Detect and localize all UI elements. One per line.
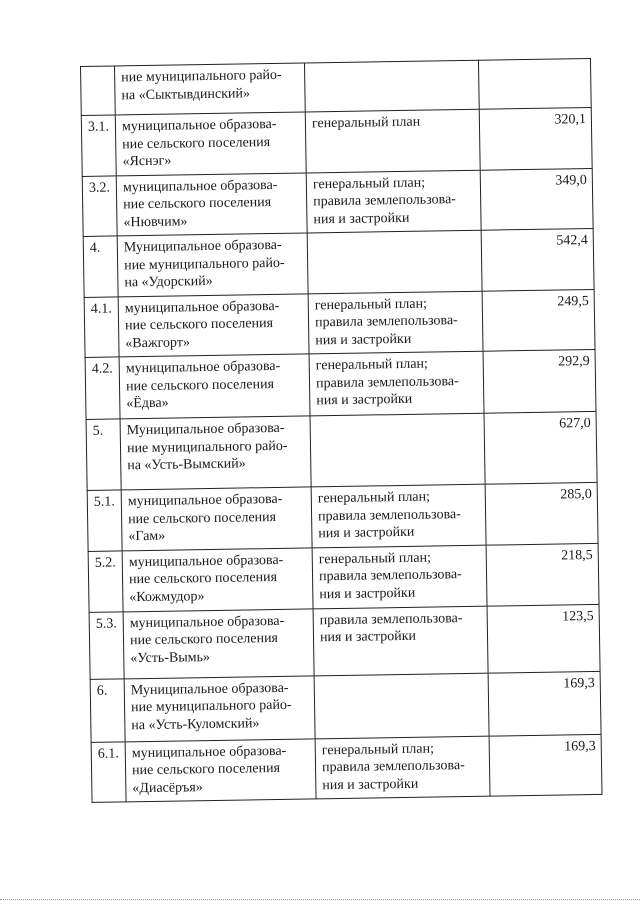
municipality-name — [125, 738, 316, 801]
municipality-name-line: ние сельского поселения — [123, 195, 272, 213]
municipality-name-line: ние муниципального райо- — [124, 255, 285, 273]
municipality-name-line: муниципальное образова- — [129, 613, 285, 631]
planning-documents — [314, 673, 489, 739]
municipality-name-line: ние сельского поселения — [129, 630, 279, 649]
planning-document-line: генеральный план; — [317, 489, 431, 507]
municipality-name-line: ние сельского поселения — [122, 134, 271, 152]
settlements-table — [80, 58, 603, 803]
table-row — [89, 604, 600, 679]
row-number: 6.1. — [91, 741, 126, 802]
table-row — [83, 228, 594, 297]
table-row — [90, 671, 601, 742]
row-number: 5.1. — [87, 490, 122, 551]
municipality-name-line: Муниципальное образова- — [123, 237, 282, 256]
municipality-name-line: ние муниципального райо- — [130, 697, 292, 716]
row-number: 5.2. — [88, 550, 123, 612]
planning-documents — [305, 109, 480, 172]
page-edge-divider — [0, 899, 640, 901]
row-number: 6. — [90, 678, 125, 742]
municipality-name — [115, 112, 306, 175]
planning-document-line: ния и застройки — [315, 331, 412, 348]
municipality-name-line: муниципальное образова- — [131, 743, 287, 761]
planning-document-line: правила землепользова- — [321, 758, 465, 776]
municipality-name-line: ние муниципального райо- — [121, 67, 282, 86]
row-number: 3.1. — [81, 115, 116, 176]
row-number: 4. — [83, 236, 118, 297]
planning-document-line: ния и застройки — [313, 210, 410, 227]
planning-document-line: генеральный план; — [321, 741, 435, 758]
planning-documents — [315, 736, 490, 799]
planning-document-line: генеральный план — [311, 114, 421, 132]
municipality-name-line: Муниципальное образова- — [126, 420, 285, 439]
table-row — [81, 58, 592, 115]
municipality-name-line: «Важгорт» — [125, 334, 191, 351]
municipality-name-line: ние сельского поселения — [124, 316, 274, 334]
planning-document-line: правила землепользова- — [318, 567, 462, 585]
row-number: 5. — [86, 419, 121, 491]
municipality-name-line: Муниципальное образова- — [130, 680, 289, 698]
table-row — [85, 349, 596, 419]
municipality-name-line: «Диасёръя» — [132, 779, 203, 796]
municipality-name-line: на «Удорский» — [124, 273, 213, 291]
municipality-name-line: на «Усть-Вымский» — [127, 456, 246, 474]
municipality-name — [117, 233, 308, 296]
municipality-name-line: «Гам» — [128, 528, 166, 545]
planning-document-line: правила землепользова- — [319, 610, 463, 628]
amount-value — [478, 58, 591, 109]
municipality-name — [116, 172, 307, 235]
planning-document-line: ния и застройки — [318, 524, 415, 542]
amount-value: 285,0 — [485, 482, 598, 544]
municipality-name-line: «Кожмудор» — [129, 588, 205, 605]
municipality-name-line: муниципальное образова- — [128, 552, 284, 570]
amount-value: 542,4 — [481, 228, 594, 290]
municipality-name-line: ние сельского поселения — [125, 376, 275, 394]
municipality-name-line: на «Усть-Куломский» — [131, 715, 260, 733]
planning-document-line: правила землепользова- — [317, 506, 461, 524]
amount-value: 627,0 — [484, 411, 597, 484]
municipality-name-line: ние сельского поселения — [131, 760, 281, 779]
municipality-name-line: на «Сыктывдинский» — [121, 85, 251, 103]
municipality-name — [121, 487, 312, 550]
amount-value: 169,3 — [488, 671, 601, 736]
table-row — [91, 734, 602, 803]
planning-document-line: правила землепользова- — [314, 313, 458, 331]
municipality-name-line: «Ёдва» — [126, 395, 169, 412]
municipality-name-line: «Усть-Вымь» — [130, 649, 211, 666]
municipality-name-line: «Яснэг» — [122, 153, 172, 170]
municipality-name-line: муниципальное образова- — [121, 116, 277, 135]
planning-documents — [307, 230, 482, 293]
table-row — [82, 168, 593, 237]
planning-documents — [311, 484, 486, 547]
table-row — [88, 543, 599, 612]
municipality-name-line: ние сельского поселения — [128, 569, 278, 588]
amount-value: 123,5 — [487, 604, 600, 673]
table-row — [86, 411, 597, 490]
municipality-name — [122, 547, 313, 611]
table-row — [81, 107, 592, 176]
planning-document-line: правила землепользова- — [313, 192, 457, 210]
planning-document-line: ния и застройки — [319, 628, 417, 646]
planning-documents — [313, 606, 488, 676]
municipality-name-line: «Нювчим» — [123, 213, 188, 230]
planning-documents — [309, 351, 484, 416]
amount-value: 249,5 — [482, 289, 595, 351]
planning-document-line: генеральный план; — [318, 550, 432, 567]
amount-value: 169,3 — [489, 734, 602, 796]
row-number: 4.2. — [85, 357, 120, 420]
municipality-name-line: муниципальное образова- — [125, 358, 281, 377]
planning-document-line: генеральный план; — [314, 296, 428, 313]
planning-document-line: ния и застройки — [319, 585, 416, 602]
municipality-name-line: муниципальное образова- — [122, 177, 278, 195]
amount-value: 349,0 — [480, 168, 593, 230]
row-number — [81, 66, 116, 116]
planning-documents — [306, 170, 481, 233]
planning-document-line: генеральный план; — [315, 356, 428, 374]
amount-value: 218,5 — [486, 543, 599, 606]
planning-document-line: правила землепользова- — [315, 373, 459, 391]
amount-value: 292,9 — [483, 349, 596, 413]
municipality-name-line: ние сельского поселения — [128, 509, 277, 527]
municipality-name — [115, 63, 306, 115]
table-row — [84, 289, 595, 358]
planning-documents — [312, 545, 487, 609]
municipality-name — [118, 293, 309, 356]
municipality-name-line: муниципальное образова- — [124, 298, 280, 316]
row-number: 4.1. — [84, 296, 119, 357]
municipality-name-line: муниципальное образова- — [127, 491, 283, 510]
municipality-name — [124, 675, 315, 741]
planning-documents — [310, 413, 485, 487]
municipality-name — [123, 608, 314, 678]
municipality-name — [119, 354, 310, 419]
municipality-name-line: ние муниципального райо- — [126, 438, 288, 456]
amount-value: 320,1 — [479, 107, 592, 169]
planning-document-line: ния и застройки — [322, 776, 419, 793]
table-row — [87, 482, 598, 551]
planning-document-line: ния и застройки — [316, 391, 413, 409]
row-number: 3.2. — [82, 175, 117, 236]
planning-documents — [308, 291, 483, 354]
municipality-name — [120, 416, 311, 490]
planning-document-line: генеральный план; — [312, 175, 426, 192]
row-number: 5.3. — [89, 611, 124, 679]
planning-documents — [304, 60, 479, 112]
